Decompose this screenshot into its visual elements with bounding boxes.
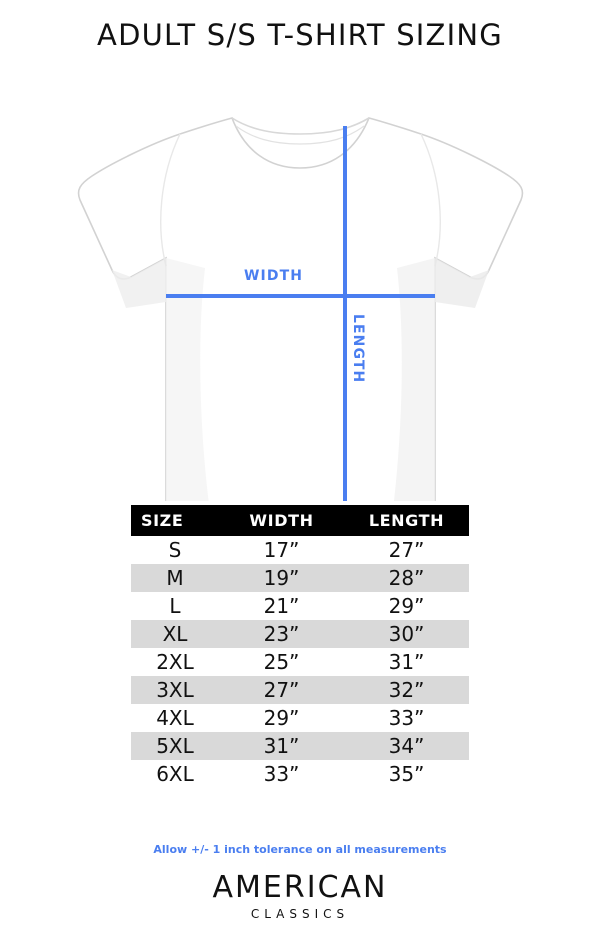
- brand-logo: [0, 870, 600, 921]
- cell-size: XL: [131, 620, 219, 648]
- cell-size: 2XL: [131, 648, 219, 676]
- table-row: [131, 564, 469, 592]
- cell-length: 31”: [344, 648, 469, 676]
- cell-length: 27”: [344, 536, 469, 564]
- header-length: LENGTH: [344, 505, 469, 536]
- length-label: LENGTH: [350, 314, 366, 384]
- cell-width: 23”: [219, 620, 344, 648]
- table-row: [131, 732, 469, 760]
- cell-size: 6XL: [131, 760, 219, 788]
- header-width: WIDTH: [219, 505, 344, 536]
- tshirt-diagram: [0, 56, 600, 501]
- cell-length: 30”: [344, 620, 469, 648]
- page-title: ADULT S/S T-SHIRT SIZING: [97, 18, 503, 52]
- header-size: SIZE: [131, 505, 219, 536]
- cell-size: M: [131, 564, 219, 592]
- cell-width: 25”: [219, 648, 344, 676]
- size-table-body: [131, 536, 469, 788]
- cell-size: L: [131, 592, 219, 620]
- width-label: WIDTH: [244, 268, 304, 284]
- size-table: [131, 505, 469, 788]
- table-row: [131, 592, 469, 620]
- cell-width: 21”: [219, 592, 344, 620]
- cell-length: 32”: [344, 676, 469, 704]
- cell-length: 35”: [344, 760, 469, 788]
- cell-width: 27”: [219, 676, 344, 704]
- cell-width: 33”: [219, 760, 344, 788]
- cell-size: 3XL: [131, 676, 219, 704]
- table-row: [131, 620, 469, 648]
- table-row: [131, 536, 469, 564]
- cell-size: S: [131, 536, 219, 564]
- tolerance-note: Allow +/- 1 inch tolerance on all measurements: [153, 843, 447, 856]
- cell-length: 29”: [344, 592, 469, 620]
- size-table-container: [131, 505, 469, 856]
- cell-size: 4XL: [131, 704, 219, 732]
- table-header-row: [131, 505, 469, 536]
- brand-subtitle: CLASSICS: [250, 907, 350, 921]
- table-row: [131, 704, 469, 732]
- cell-length: 34”: [344, 732, 469, 760]
- cell-length: 33”: [344, 704, 469, 732]
- cell-size: 5XL: [131, 732, 219, 760]
- cell-length: 28”: [344, 564, 469, 592]
- table-row: [131, 648, 469, 676]
- size-table-header: [131, 505, 469, 536]
- table-row: [131, 760, 469, 788]
- table-row: [131, 676, 469, 704]
- cell-width: 29”: [219, 704, 344, 732]
- cell-width: 17”: [219, 536, 344, 564]
- cell-width: 19”: [219, 564, 344, 592]
- cell-width: 31”: [219, 732, 344, 760]
- brand-name: AMERICAN: [212, 870, 388, 905]
